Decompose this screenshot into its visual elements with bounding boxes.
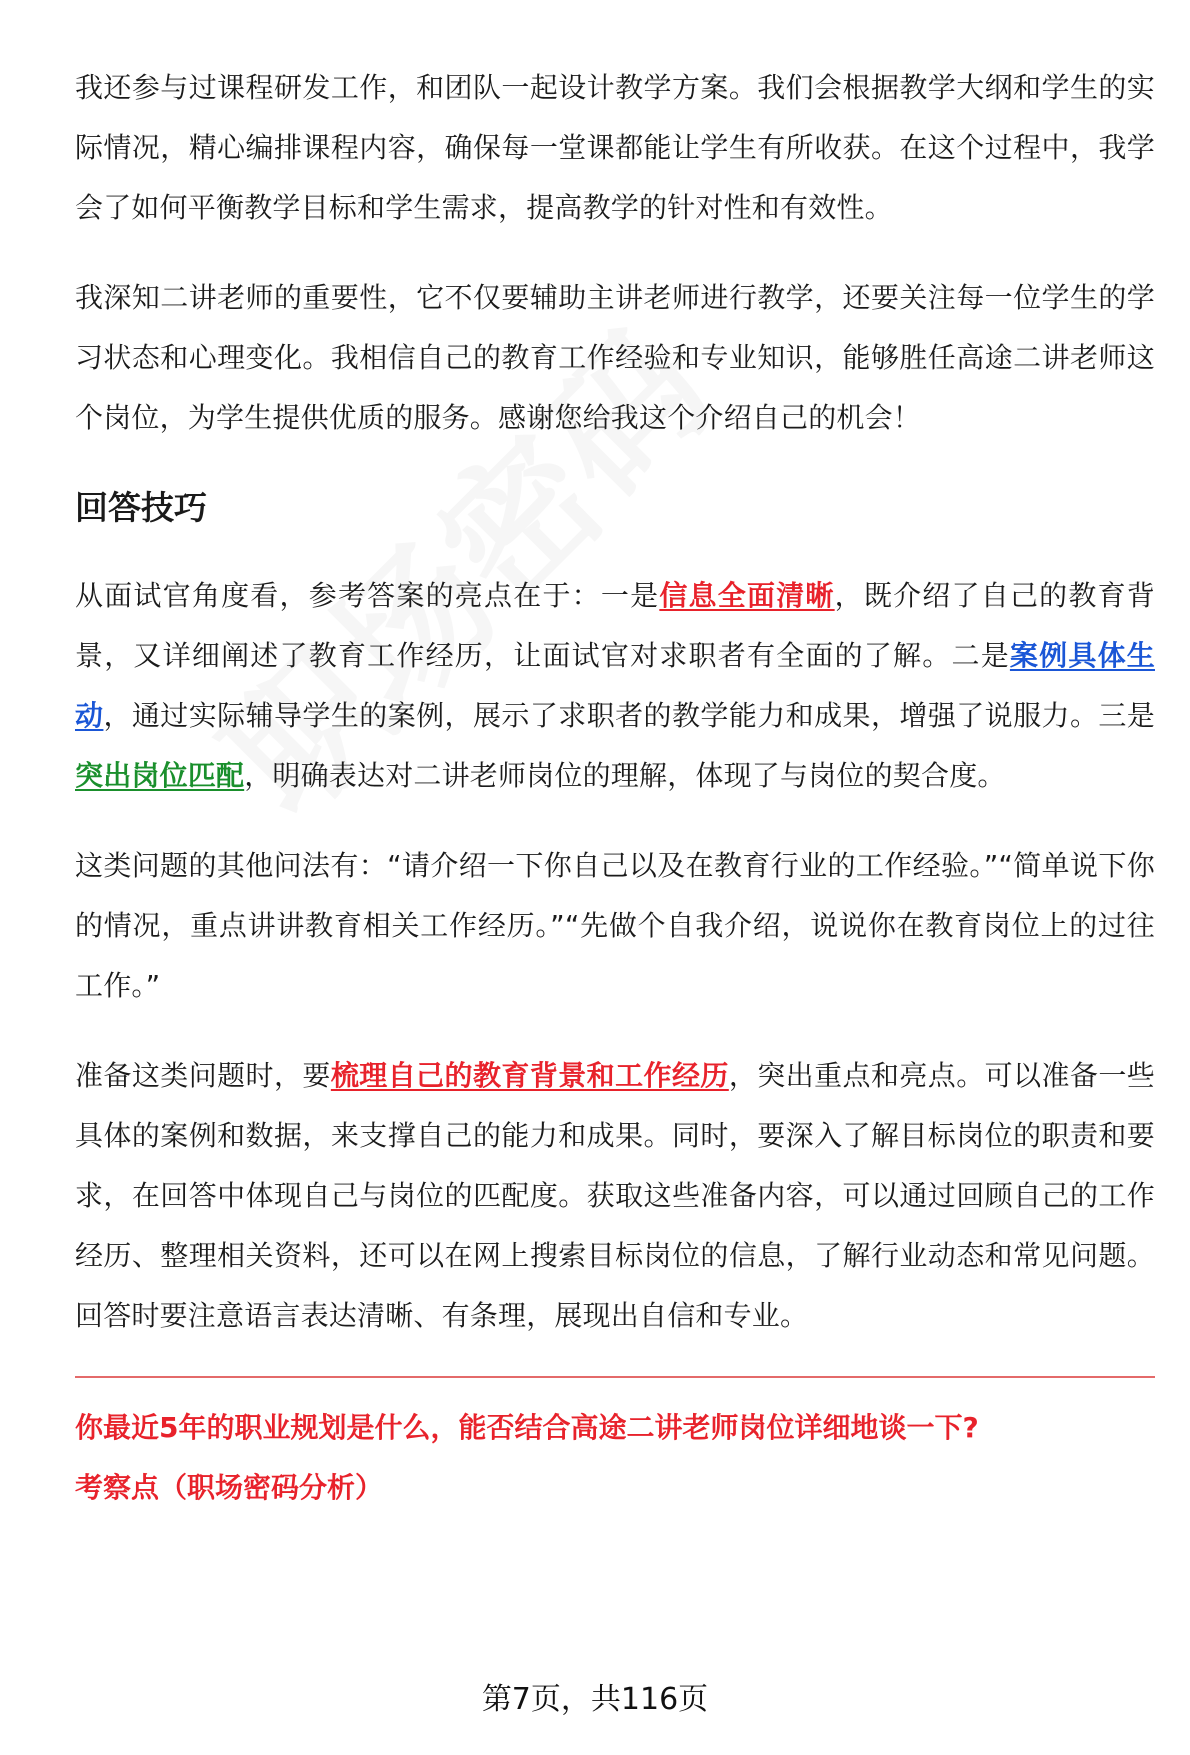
highlight-case-vivid: 案例具体生动	[75, 639, 1155, 732]
next-question-title: 你最近5年的职业规划是什么，能否结合高途二讲老师岗位详细地谈一下?	[75, 1411, 979, 1444]
paragraph-course-development: 我还参与过课程研发工作，和团队一起设计教学方案。我们会根据教学大纲和学生的实际情况，精心编排课程内容，确保每一堂课都能让学生有所收获。在这个过程中，我学会了如何平衡教学目标和学生需求，提高教学的针对性和有效性。	[75, 71, 1155, 224]
highlight-organize-background: 梳理自己的教育背景和工作经历	[330, 1059, 729, 1092]
text-segment: ，通过实际辅导学生的案例，展示了求职者的教学能力和成果，增强了说服力。三是	[103, 699, 1156, 732]
paragraph-alternative-questions: 这类问题的其他问法有：“请介绍一下你自己以及在教育行业的工作经验。”“简单说下你的情况，重点讲讲教育相关工作经历。”“先做个自我介绍，说说你在教育岗位上的过往工作。”	[75, 849, 1155, 1002]
section-divider	[75, 1376, 1155, 1378]
text-segment: ，明确表达对二讲老师岗位的理解，体现了与岗位的契合度。	[244, 759, 1006, 792]
document-page	[75, 58, 1155, 1518]
text-segment: ，突出重点和亮点。可以准备一些具体的案例和数据，来支撑自己的能力和成果。同时，要深入了解目标岗位的职责和要求，在回答中体现自己与岗位的匹配度。获取这些准备内容，可以通过回顾自己的工作经历、整理相关资料，还可以在网上搜索目标岗位的信息，了解行业动态和常见问题。回答时要注意语言表达清晰、有条理，展现出自信和专业。	[75, 1059, 1155, 1332]
paragraph-preparation	[75, 1046, 1155, 1346]
section-title-answer-tips: 回答技巧	[75, 488, 207, 527]
highlight-info-clear: 信息全面清晰	[659, 579, 835, 612]
paragraph-role-understanding: 我深知二讲老师的重要性，它不仅要辅助主讲老师进行教学，还要关注每一位学生的学习状态和心理变化。我相信自己的教育工作经验和专业知识，能够胜任高途二讲老师这个岗位，为学生提供优质的服务。感谢您给我这个介绍自己的机会！	[75, 281, 1155, 434]
page-footer: 第7页，共116页	[481, 1682, 709, 1717]
text-segment: ，既介绍了自己的教育背景，又详细阐述了教育工作经历，让面试官对求职者有全面的了解。二是	[75, 579, 1156, 672]
exam-point-label: 考察点（职场密码分析）	[75, 1471, 384, 1504]
paragraph-highlights	[75, 566, 1155, 806]
highlight-job-match: 突出岗位匹配	[75, 759, 245, 792]
text-segment: 准备这类问题时，要	[75, 1059, 331, 1092]
text-segment: 从面试官角度看，参考答案的亮点在于：一是	[75, 579, 660, 612]
